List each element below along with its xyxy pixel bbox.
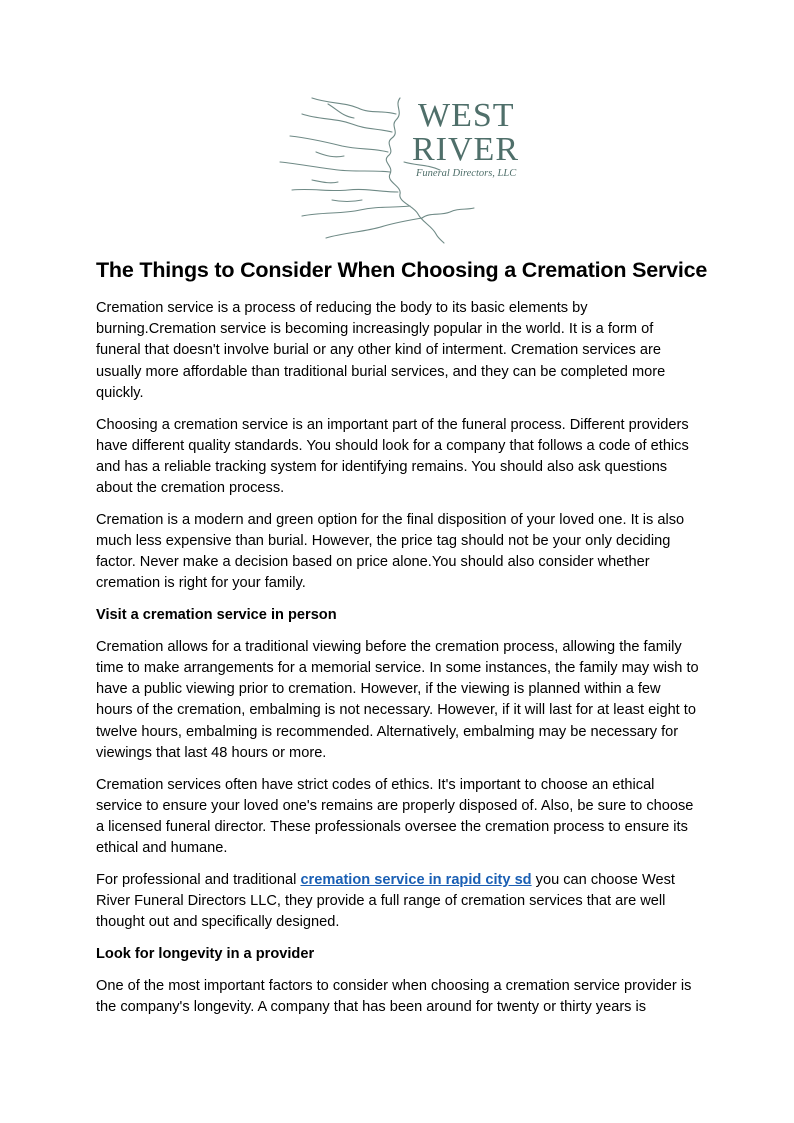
paragraph-choosing: Choosing a cremation service is an important part of the funeral process. Different providers have different quality standards. You should look for a company that follows a code of ethics and has a reliable tracking system for identifying remains. You should also ask questions about the cremation process. xyxy=(96,416,689,497)
paragraph-green-option: Cremation is a modern and green option for the final disposition of your loved one. It is also much less expensive than burial. However, the price tag should not be your only deciding factor. Never make a decision based on price alone.You should also consider whether cremation is right for your family. xyxy=(96,511,685,592)
paragraph-longevity: One of the most important factors to consider when choosing a cremation service provider is the company's longevity. A company that has been around for twenty or thirty years is xyxy=(96,977,692,1015)
article-body xyxy=(96,256,708,1029)
section-heading-longevity: Look for longevity in a provider xyxy=(96,945,315,962)
cremation-service-link[interactable]: cremation service in rapid city sd xyxy=(300,871,532,888)
logo-river-line xyxy=(302,114,392,132)
paragraph-recommendation xyxy=(96,870,700,934)
recommendation-text-before: For professional and traditional xyxy=(96,871,301,888)
logo-river-line xyxy=(290,136,388,152)
paragraph-viewing: Cremation allows for a traditional viewing before the cremation process, allowing the family time to make arrangements for a memorial service. In some instances, the family may wish to have a public viewing prior to cremation. However, if the viewing is planned within a few hours of the cremation, embalming is not necessary. However, if it will last for at least eight to twelve hours, embalming is recommended. Alternatively, embalming may be necessary for viewings that last 48 hours or more. xyxy=(96,638,699,761)
logo-river-line xyxy=(332,200,362,202)
logo-title-west: WEST xyxy=(418,97,515,134)
section-heading-visit: Visit a cremation service in person xyxy=(96,607,337,624)
logo-river-line xyxy=(422,208,474,218)
logo-river-line xyxy=(326,218,422,238)
logo-river-line xyxy=(302,206,410,216)
logo-river-line xyxy=(328,104,354,118)
logo-river-line xyxy=(312,180,338,183)
logo-river-line xyxy=(312,98,396,114)
article-title: The Things to Consider When Choosing a Cremation Service xyxy=(96,258,708,282)
logo-river-line xyxy=(280,162,390,172)
logo-title-river: RIVER xyxy=(412,131,519,168)
logo-river-line xyxy=(292,189,398,192)
paragraph-ethics: Cremation services often have strict codes of ethics. It's important to choose an ethical service to ensure your loved one's remains are properly disposed of. Also, be sure to choose a licensed funeral director. These professionals oversee the cremation process to ensure its ethical and humane. xyxy=(96,776,694,857)
recommendation-text-after: you can choose West River Funeral Directors LLC, they provide a full range of cremation services that are well thought out and specifically designed. xyxy=(96,871,675,931)
west-river-logo xyxy=(272,92,534,244)
river-map-logo-graphic xyxy=(272,92,534,244)
logo-tagline: Funeral Directors, LLC xyxy=(416,168,517,179)
paragraph-intro: Cremation service is a process of reducing the body to its basic elements by burning.Cremation service is becoming increasingly popular in the world. It is a form of funeral that doesn't involve burial or any other kind of interment. Cremation services are usually more affordable than traditional burial services, and they can be completed more quickly. xyxy=(96,300,666,401)
logo-river-line xyxy=(316,152,344,157)
